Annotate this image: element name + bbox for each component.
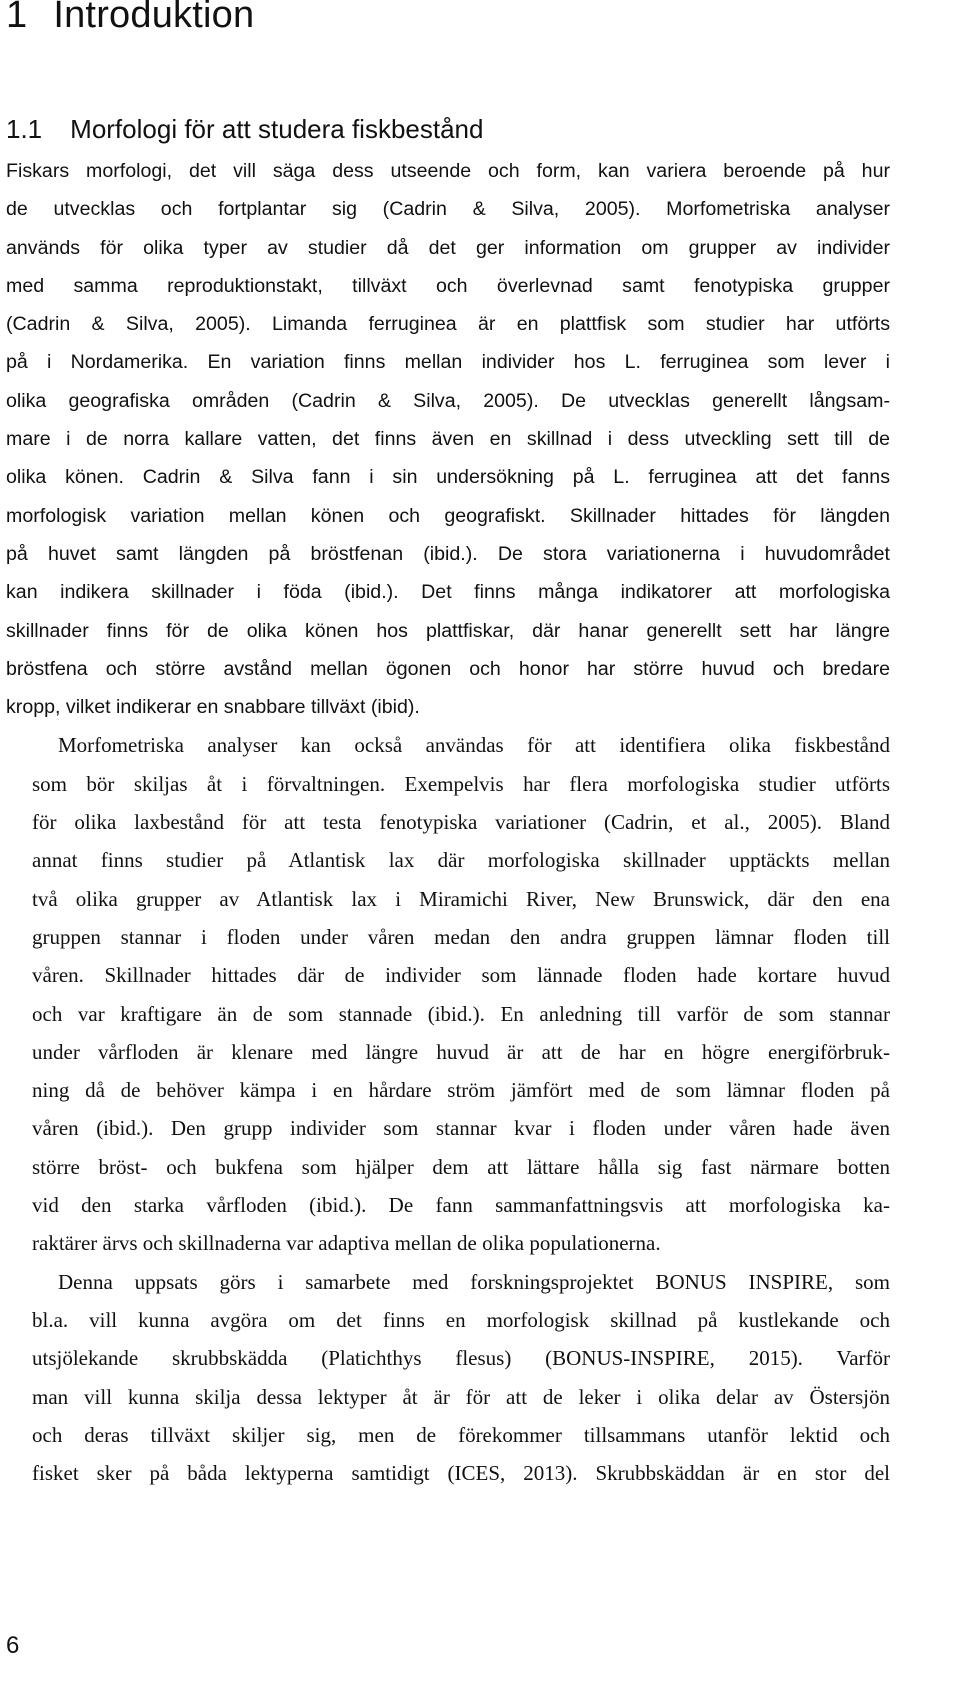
text-line: och deras tillväxt skiljer sig, men de förekommer tillsammans utanför lektid och (32, 1422, 890, 1447)
text-line: Morfometriska analyser kan också användas för att identifiera olika fiskbestånd (58, 733, 890, 758)
chapter-heading (6, 0, 254, 37)
text-line: under vårfloden är klenare med längre huvud är att de har en högre energiförbruk- (32, 1039, 890, 1064)
text-line: som bör skiljas åt i förvaltningen. Exempelvis har flera morfologiska studier utförts (32, 771, 890, 796)
text-line: vid den starka vårfloden (ibid.). De fann sammanfattningsvis att morfologiska ka- (32, 1193, 890, 1218)
text-line: skillnader finns för de olika könen hos plattfiskar, där hanar generellt sett har längre (6, 619, 890, 642)
paragraph-3 (6, 1263, 890, 1493)
text-line: med samma reproduktionstakt, tillväxt och överlevnad samt fenotypiska grupper (6, 274, 890, 297)
text-line: de utvecklas och fortplantar sig (Cadrin & Silva, 2005). Morfometriska analyser (6, 198, 890, 221)
text-line: på i Nordamerika. En variation finns mellan individer hos L. ferruginea som lever i (6, 351, 890, 374)
section-heading (6, 114, 483, 145)
text-line: bröstfena och större avstånd mellan ögonen och honor har större huvud och bredare (6, 657, 890, 680)
text-line: utsjölekande skrubbskädda (Platichthys flesus) (BONUS-INSPIRE, 2015). Varför (32, 1346, 890, 1371)
text-line: våren. Skillnader hittades där de individer som lännade floden hade kortare huvud (32, 963, 890, 988)
paragraph-1 (6, 152, 890, 726)
text-line: man vill kunna skilja dessa lektyper åt är för att de leker i olika delar av Östersjön (32, 1384, 890, 1409)
section-title: Morfologi för att studera fiskbestånd (70, 114, 484, 144)
paragraph-2 (6, 726, 890, 1262)
text-line: gruppen stannar i floden under våren medan den andra gruppen lämnar floden till (32, 924, 890, 949)
text-line: olika könen. Cadrin & Silva fann i sin undersökning på L. ferruginea att det fanns (6, 466, 890, 489)
text-line: Fiskars morfologi, det vill säga dess utseende och form, kan variera beroende på hur (6, 160, 890, 182)
text-line: kropp, vilket indikerar en snabbare tillväxt (ibid). (6, 696, 420, 719)
text-line: kan indikera skillnader i föda (ibid.). Det finns många indikatorer att morfologiska (6, 581, 890, 604)
chapter-title: Introduktion (53, 0, 255, 36)
text-line: raktärer ärvs och skillnaderna var adaptiva mellan de olika populationerna. (32, 1231, 661, 1256)
section-number: 1.1 (6, 114, 43, 144)
chapter-number: 1 (6, 0, 28, 36)
text-line: mare i de norra kallare vatten, det finns även en skillnad i dess utveckling sett till de (6, 428, 890, 451)
text-line: och var kraftigare än de som stannade (ibid.). En anledning till varför de som stannar (32, 1001, 890, 1026)
text-line: större bröst- och bukfena som hjälper dem att lättare hålla sig fast närmare botten (32, 1154, 890, 1179)
page-number: 6 (6, 1632, 20, 1659)
text-line: morfologisk variation mellan könen och geografiskt. Skillnader hittades för längden (6, 504, 890, 527)
text-line: bl.a. vill kunna avgöra om det finns en morfologisk skillnad på kustlekande och (32, 1307, 890, 1332)
text-line: Denna uppsats görs i samarbete med forskningsprojektet BONUS INSPIRE, som (58, 1269, 890, 1294)
text-line: annat finns studier på Atlantisk lax där morfologiska skillnader upptäckts mellan (32, 848, 890, 873)
text-line: används för olika typer av studier då det ger information om grupper av individer (6, 236, 890, 259)
text-line: för olika laxbestånd för att testa fenotypiska variationer (Cadrin, et al., 2005). Bland (32, 810, 890, 835)
text-line: våren (ibid.). Den grupp individer som stannar kvar i floden under våren hade även (32, 1116, 890, 1141)
body-text (6, 152, 890, 1492)
text-line: (Cadrin & Silva, 2005). Limanda ferruginea är en plattfisk som studier har utförts (6, 313, 890, 336)
text-line: olika geografiska områden (Cadrin & Silva, 2005). De utvecklas generellt långsam- (6, 389, 890, 412)
text-line: ning då de behöver kämpa i en hårdare ström jämfört med de som lämnar floden på (32, 1078, 890, 1103)
text-line: på huvet samt längden på bröstfenan (ibid.). De stora variationerna i huvudområdet (6, 542, 890, 565)
text-line: fisket sker på båda lektyperna samtidigt (ICES, 2013). Skrubbskäddan är en stor del (32, 1461, 890, 1486)
text-line: två olika grupper av Atlantisk lax i Miramichi River, New Brunswick, där den ena (32, 886, 890, 911)
